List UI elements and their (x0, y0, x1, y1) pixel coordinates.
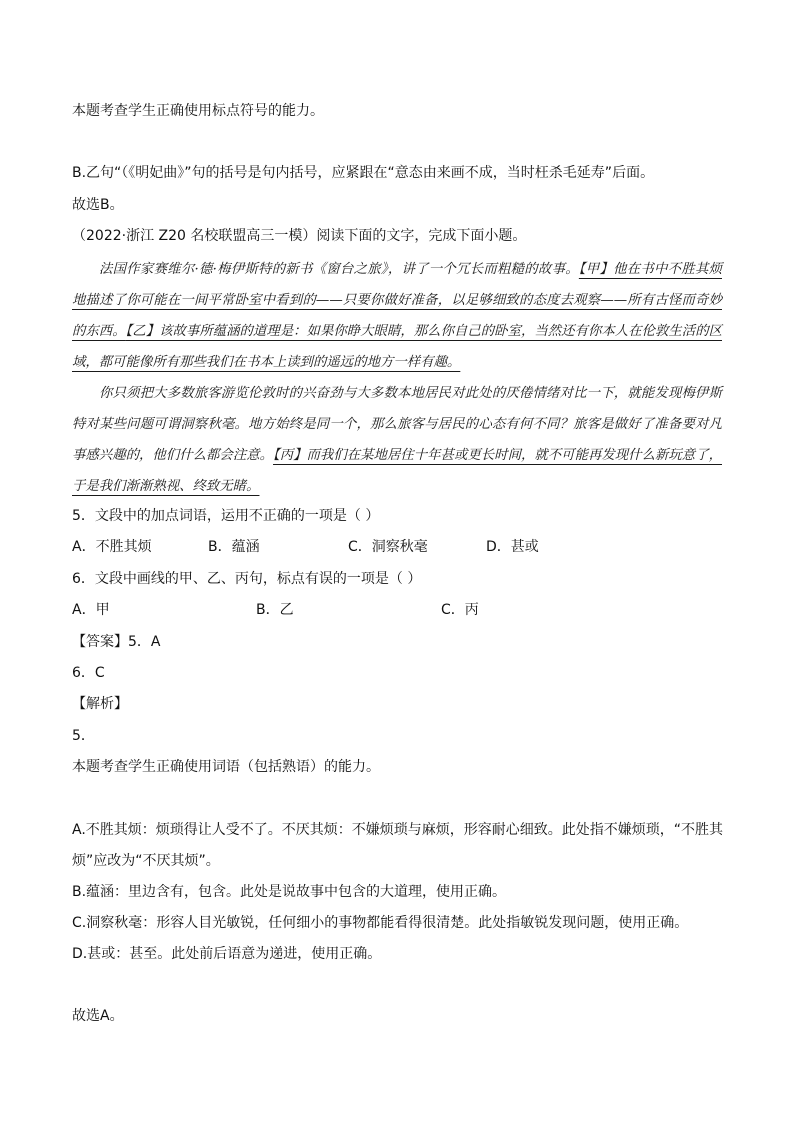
q5-option-d: D．甚或 (486, 539, 539, 555)
text-line-punctuation-intro: 本题考查学生正确使用标点符号的能力。 (72, 103, 324, 119)
sentence-yi: 【乙】该故事所蕴涵的道理是：如果你睁大眼睛，那么你自己的卧室，当然还有你本人在伦敦生活的区域，都可能像所有那些我们在书本上读到的遥远的地方一样有趣。 (72, 324, 722, 370)
answer-line-1: 【答案】5．A (72, 634, 161, 650)
analysis-b: B.蕴涵：里边含有，包含。此处是说故事中包含的大道理，使用正确。 (72, 884, 507, 900)
q6-option-b: B．乙 (256, 602, 294, 618)
q5-option-b: B．蕴涵 (208, 539, 260, 555)
analysis-intro: 本题考查学生正确使用词语（包括熟语）的能力。 (72, 759, 380, 775)
q5-option-c: C．洞察秋毫 (348, 539, 428, 555)
analysis-d: D.甚或：甚至。此处前后语意为递进，使用正确。 (72, 946, 382, 962)
analysis-heading: 【解析】 (72, 696, 128, 712)
passage-paragraph-2 (72, 378, 722, 502)
question-5-stem: 5．文段中的加点词语，运用不正确的一项是（ ） (72, 508, 380, 524)
analysis-number: 5． (72, 728, 95, 744)
passage-p2-lead: 你只须把大多数旅客游览伦敦时的兴奋劲与大多数本地居民对此处的厌倦情绪对比一下，就能发现梅伊斯特对某些问题可谓洞察秋毫。地方始终是同一个，那么旅客与居民的心态有何不同？旅客是做好了准备要对凡事感兴趣的，他们什么都会注意。 (72, 386, 722, 463)
q6-option-a: A．甲 (72, 602, 110, 618)
text-line-source: （2022·浙江 Z20 名校联盟高三一模）阅读下面的文字，完成下面小题。 (72, 228, 527, 244)
analysis-c: C.洞察秋毫：形容人目光敏锐，任何细小的事物都能看得很清楚。此处指敏锐发现问题，使用正确。 (72, 915, 689, 931)
question-5-options (72, 538, 539, 556)
q5-option-a: A．不胜其烦 (72, 539, 152, 555)
text-line-b-explanation: B.乙句“（《明妃曲》”句的括号是句内括号，应紧跟在“意态由来画不成，当时枉杀毛延寿”后面。 (72, 165, 655, 181)
answer-line-2: 6．C (72, 665, 105, 681)
text-line-choose-b: 故选B。 (72, 197, 124, 213)
question-6-stem: 6．文段中画线的甲、乙、丙句，标点有误的一项是（ ） (72, 571, 422, 587)
question-6-options (72, 601, 479, 619)
passage-p1-lead: 法国作家赛维尔·德·梅伊斯特的新书《窗台之旅》，讲了一个冗长而粗糙的故事。 (99, 262, 579, 277)
passage-paragraph-1 (72, 254, 722, 378)
sentence-jia: 【甲】他在书中不胜其烦地描述了你可能在一间平常卧室中看到的——只要你做好准备，以足够细致的态度去观察——所有古怪而奇妙的东西。 (72, 262, 722, 339)
analysis-a-line-1: A.不胜其烦：烦琐得让人受不了。不厌其烦：不嫌烦琐与麻烦，形容耐心细致。此处指不嫌烦琐，“不胜其 (72, 822, 724, 838)
sentence-bing: 【丙】而我们在某地居住十年甚或更长时间，就不可能再发现什么新玩意了，于是我们渐渐熟视、终致无睹。 (72, 448, 722, 494)
analysis-final: 故选A。 (72, 1008, 124, 1024)
q6-option-c: C．丙 (441, 602, 479, 618)
analysis-a-line-2: 烦”应改为“不厌其烦”。 (72, 853, 220, 869)
